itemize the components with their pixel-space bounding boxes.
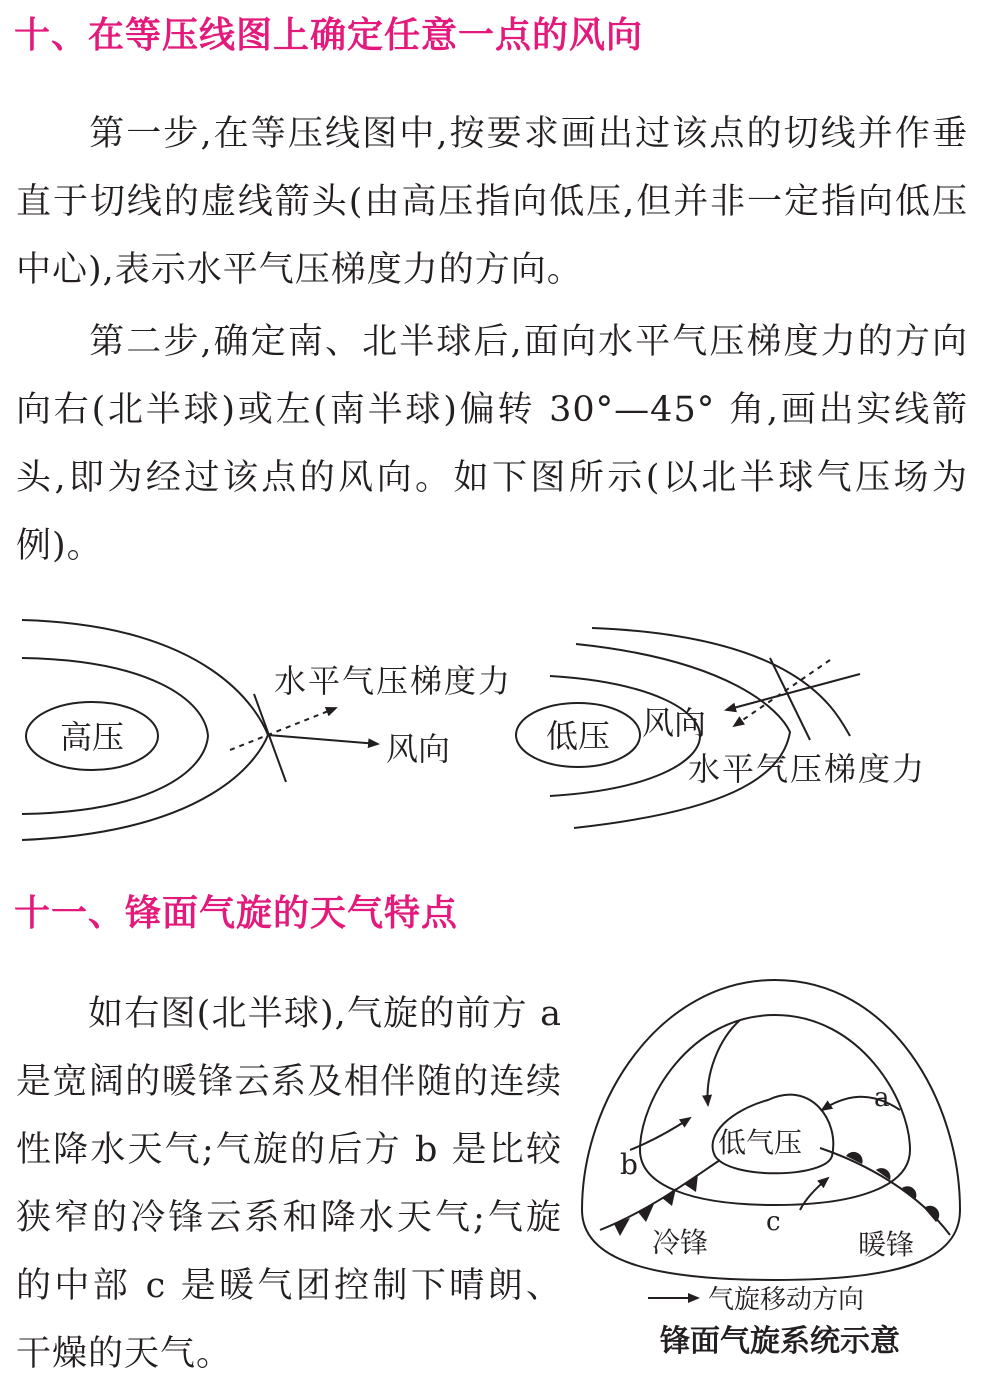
section-10-paragraph-2-text: 第二步,确定南、北半球后,面向水平气压梯度力的方向向右(北半球)或左(南半球)偏转 30°—45° 角,画出实线箭头,即为经过该点的风向。如下图所示(以北半球气压场为例)。 xyxy=(16,322,968,566)
high-pressure-isobar-outer xyxy=(22,620,268,840)
cyclone-movement-label: 气旋移动方向 xyxy=(708,1285,865,1315)
right-tangent-line xyxy=(770,658,810,740)
low-pressure-isobar-outer xyxy=(592,628,850,736)
frontal-cyclone-figure xyxy=(570,960,980,1320)
left-wind-direction-label: 风向 xyxy=(386,730,451,768)
warm-front-label: 暖锋 xyxy=(858,1228,915,1261)
section-10-paragraph-1-text: 第一步,在等压线图中,按要求画出过该点的切线并作垂直于切线的虚线箭头(由高压指向低压,但并非一定指向低压中心),表示水平气压梯度力的方向。 xyxy=(16,114,968,290)
label-a: a xyxy=(874,1083,890,1113)
section-10-heading: 十、在等压线图上确定任意一点的风向 xyxy=(14,15,644,56)
left-pressure-gradient-label: 水平气压梯度力 xyxy=(274,662,513,700)
section-10-paragraph-1 xyxy=(16,100,968,304)
right-wind-direction-label: 风向 xyxy=(642,704,707,742)
warm-front-line xyxy=(820,1148,950,1235)
cold-front-line xyxy=(600,1160,720,1230)
section-10-paragraph-2 xyxy=(16,308,968,580)
section-11-heading: 十一、锋面气旋的天气特点 xyxy=(14,893,459,934)
cyclone-figure-caption: 锋面气旋系统示意 xyxy=(660,1324,900,1359)
cyclone-isobar-middle xyxy=(640,1015,910,1205)
cold-front-label: 冷锋 xyxy=(652,1226,709,1259)
isobar-wind-direction-figure xyxy=(0,600,1000,860)
right-pressure-gradient-label: 水平气压梯度力 xyxy=(688,750,927,788)
low-pressure-label: 低压 xyxy=(545,717,611,755)
airflow-arrow-b xyxy=(630,1118,690,1150)
cyclone-low-pressure-label: 低气压 xyxy=(717,1126,803,1159)
section-11-paragraph xyxy=(16,980,562,1388)
warm-front-semicircles xyxy=(846,1152,939,1222)
label-b: b xyxy=(620,1148,638,1181)
label-c: c xyxy=(766,1207,781,1237)
airflow-arrow-c xyxy=(800,1178,828,1210)
left-pressure-gradient-arrow xyxy=(230,708,336,750)
high-pressure-label: 高压 xyxy=(59,718,125,756)
left-wind-arrow xyxy=(268,735,378,744)
section-11-paragraph-text: 如右图(北半球),气旋的前方 a 是宽阔的暖锋云系及相伴随的连续性降水天气;气旋的后方 b 是比较狭窄的冷锋云系和降水天气;气旋的中部 c 是暖气团控制下晴朗、干燥的天气。 xyxy=(16,994,562,1374)
